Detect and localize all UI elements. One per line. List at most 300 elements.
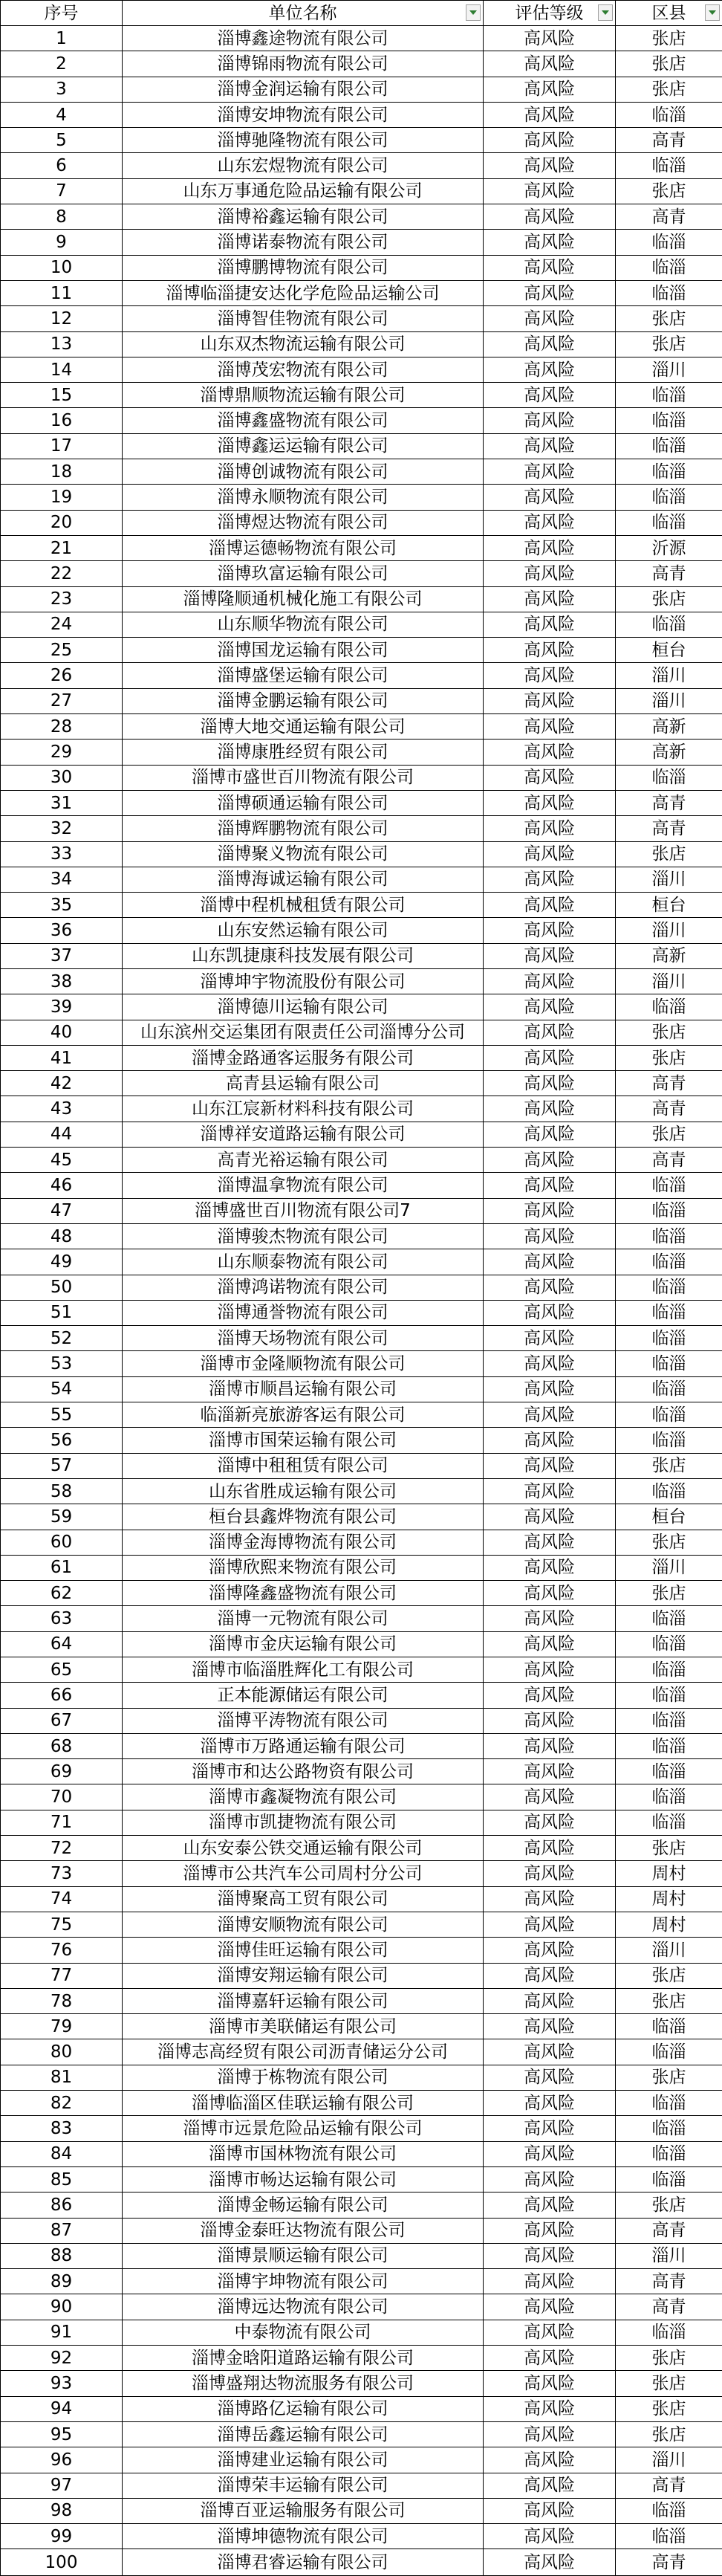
cell-no[interactable]: 5 <box>1 128 123 153</box>
cell-name[interactable]: 淄博隆鑫盛物流有限公司 <box>123 1581 484 1606</box>
cell-district[interactable]: 临淄 <box>616 102 722 127</box>
cell-grade[interactable]: 高风险 <box>484 893 616 918</box>
cell-district[interactable]: 临淄 <box>616 1173 722 1198</box>
cell-district[interactable]: 临淄 <box>616 1657 722 1683</box>
cell-district[interactable]: 临淄 <box>616 1478 722 1504</box>
cell-district[interactable]: 淄川 <box>616 357 722 382</box>
cell-district[interactable]: 淄川 <box>616 968 722 994</box>
cell-no[interactable]: 86 <box>1 2192 123 2218</box>
cell-grade[interactable]: 高风险 <box>484 1249 616 1275</box>
cell-grade[interactable]: 高风险 <box>484 2166 616 2192</box>
cell-no[interactable]: 78 <box>1 1988 123 2013</box>
cell-district[interactable]: 临淄 <box>616 2166 722 2192</box>
cell-grade[interactable]: 高风险 <box>484 841 616 867</box>
cell-grade[interactable]: 高风险 <box>484 1912 616 1937</box>
cell-no[interactable]: 11 <box>1 280 123 305</box>
cell-district[interactable]: 淄川 <box>616 918 722 943</box>
cell-grade[interactable]: 高风险 <box>484 26 616 51</box>
cell-no[interactable]: 68 <box>1 1733 123 1758</box>
cell-no[interactable]: 35 <box>1 893 123 918</box>
cell-grade[interactable]: 高风险 <box>484 1351 616 1376</box>
cell-name[interactable]: 淄博市金隆顺物流有限公司 <box>123 1351 484 1376</box>
cell-no[interactable]: 75 <box>1 1912 123 1937</box>
cell-district[interactable]: 张店 <box>616 51 722 77</box>
cell-grade[interactable]: 高风险 <box>484 2498 616 2523</box>
cell-name[interactable]: 淄博康胜经贸有限公司 <box>123 740 484 765</box>
cell-no[interactable]: 28 <box>1 714 123 740</box>
cell-no[interactable]: 47 <box>1 1198 123 1223</box>
cell-district[interactable]: 张店 <box>616 1530 722 1555</box>
cell-name[interactable]: 山东凯捷康科技发展有限公司 <box>123 943 484 968</box>
cell-name[interactable]: 桓台县鑫烨物流有限公司 <box>123 1504 484 1530</box>
cell-district[interactable]: 高青 <box>616 128 722 153</box>
cell-no[interactable]: 91 <box>1 2320 123 2345</box>
cell-name[interactable]: 淄博鑫运运输有限公司 <box>123 433 484 459</box>
cell-district[interactable]: 淄川 <box>616 867 722 892</box>
cell-name[interactable]: 淄博市美联储运有限公司 <box>123 2014 484 2039</box>
cell-grade[interactable]: 高风险 <box>484 306 616 331</box>
cell-district[interactable]: 淄川 <box>616 1555 722 1580</box>
cell-name[interactable]: 淄博硕通运输有限公司 <box>123 790 484 815</box>
cell-no[interactable]: 50 <box>1 1275 123 1300</box>
cell-grade[interactable]: 高风险 <box>484 2192 616 2218</box>
cell-grade[interactable]: 高风险 <box>484 1275 616 1300</box>
cell-grade[interactable]: 高风险 <box>484 1020 616 1045</box>
cell-grade[interactable]: 高风险 <box>484 51 616 77</box>
cell-grade[interactable]: 高风险 <box>484 2396 616 2421</box>
cell-grade[interactable]: 高风险 <box>484 1810 616 1835</box>
cell-district[interactable]: 临淄 <box>616 1376 722 1402</box>
cell-name[interactable]: 中泰物流有限公司 <box>123 2320 484 2345</box>
cell-district[interactable]: 桓台 <box>616 638 722 663</box>
cell-grade[interactable]: 高风险 <box>484 561 616 586</box>
cell-grade[interactable]: 高风险 <box>484 510 616 535</box>
cell-grade[interactable]: 高风险 <box>484 2269 616 2294</box>
cell-district[interactable]: 淄川 <box>616 1938 722 1963</box>
cell-no[interactable]: 52 <box>1 1326 123 1351</box>
cell-grade[interactable]: 高风险 <box>484 790 616 815</box>
cell-grade[interactable]: 高风险 <box>484 2320 616 2345</box>
cell-name[interactable]: 淄博辉鹏物流有限公司 <box>123 816 484 841</box>
cell-name[interactable]: 淄博金润运输有限公司 <box>123 77 484 102</box>
cell-name[interactable]: 淄博锦雨物流有限公司 <box>123 51 484 77</box>
cell-district[interactable]: 张店 <box>616 1045 722 1070</box>
cell-district[interactable]: 张店 <box>616 77 722 102</box>
cell-name[interactable]: 淄博通誉物流有限公司 <box>123 1300 484 1325</box>
cell-grade[interactable]: 高风险 <box>484 1555 616 1580</box>
cell-name[interactable]: 淄博市金庆运输有限公司 <box>123 1631 484 1657</box>
cell-name[interactable]: 淄博祥安道路运输有限公司 <box>123 1122 484 1147</box>
cell-grade[interactable]: 高风险 <box>484 2116 616 2141</box>
cell-name[interactable]: 淄博市畅达运输有限公司 <box>123 2166 484 2192</box>
cell-grade[interactable]: 高风险 <box>484 535 616 560</box>
cell-no[interactable]: 16 <box>1 408 123 433</box>
cell-name[interactable]: 淄博鸿诺物流有限公司 <box>123 1275 484 1300</box>
cell-no[interactable]: 20 <box>1 510 123 535</box>
cell-name[interactable]: 淄博欣熙来物流有限公司 <box>123 1555 484 1580</box>
cell-district[interactable]: 临淄 <box>616 1326 722 1351</box>
cell-grade[interactable]: 高风险 <box>484 2294 616 2320</box>
cell-district[interactable]: 临淄 <box>616 1198 722 1223</box>
cell-name[interactable]: 淄博盛翔达物流服务有限公司 <box>123 2371 484 2396</box>
cell-no[interactable]: 57 <box>1 1453 123 1478</box>
cell-district[interactable]: 高青 <box>616 1148 722 1173</box>
cell-no[interactable]: 67 <box>1 1708 123 1733</box>
cell-district[interactable]: 临淄 <box>616 153 722 178</box>
cell-no[interactable]: 59 <box>1 1504 123 1530</box>
cell-no[interactable]: 69 <box>1 1759 123 1784</box>
cell-grade[interactable]: 高风险 <box>484 1300 616 1325</box>
cell-district[interactable]: 临淄 <box>616 2116 722 2141</box>
cell-no[interactable]: 48 <box>1 1223 123 1249</box>
cell-grade[interactable]: 高风险 <box>484 1988 616 2013</box>
cell-name[interactable]: 淄博创诚物流有限公司 <box>123 459 484 485</box>
cell-district[interactable]: 临淄 <box>616 1402 722 1428</box>
cell-grade[interactable]: 高风险 <box>484 994 616 1020</box>
cell-name[interactable]: 山东安然运输有限公司 <box>123 918 484 943</box>
cell-district[interactable]: 周村 <box>616 1861 722 1886</box>
cell-no[interactable]: 6 <box>1 153 123 178</box>
cell-grade[interactable]: 高风险 <box>484 1148 616 1173</box>
cell-name[interactable]: 淄博诺泰物流有限公司 <box>123 230 484 255</box>
cell-no[interactable]: 61 <box>1 1555 123 1580</box>
cell-name[interactable]: 淄博聚义物流有限公司 <box>123 841 484 867</box>
cell-district[interactable]: 临淄 <box>616 230 722 255</box>
cell-grade[interactable]: 高风险 <box>484 1122 616 1147</box>
filter-dropdown-icon[interactable] <box>466 4 481 21</box>
cell-no[interactable]: 66 <box>1 1683 123 1708</box>
cell-name[interactable]: 淄博市远景危险品运输有限公司 <box>123 2116 484 2141</box>
cell-name[interactable]: 淄博市临淄胜辉化工有限公司 <box>123 1657 484 1683</box>
cell-no[interactable]: 2 <box>1 51 123 77</box>
cell-grade[interactable]: 高风险 <box>484 1530 616 1555</box>
cell-grade[interactable]: 高风险 <box>484 1096 616 1122</box>
cell-no[interactable]: 94 <box>1 2396 123 2421</box>
cell-no[interactable]: 8 <box>1 204 123 230</box>
cell-grade[interactable]: 高风险 <box>484 2549 616 2576</box>
cell-district[interactable]: 临淄 <box>616 2141 722 2166</box>
cell-name[interactable]: 淄博德川运输有限公司 <box>123 994 484 1020</box>
cell-no[interactable]: 84 <box>1 2141 123 2166</box>
cell-grade[interactable]: 高风险 <box>484 2065 616 2090</box>
cell-district[interactable]: 张店 <box>616 586 722 612</box>
cell-grade[interactable]: 高风险 <box>484 943 616 968</box>
cell-name[interactable]: 淄博玖富运输有限公司 <box>123 561 484 586</box>
cell-district[interactable]: 高青 <box>616 790 722 815</box>
cell-district[interactable]: 张店 <box>616 306 722 331</box>
cell-name[interactable]: 淄博安坤物流有限公司 <box>123 102 484 127</box>
cell-district[interactable]: 临淄 <box>616 1275 722 1300</box>
cell-name[interactable]: 淄博宇坤物流有限公司 <box>123 2269 484 2294</box>
cell-grade[interactable]: 高风险 <box>484 1606 616 1631</box>
cell-grade[interactable]: 高风险 <box>484 612 616 637</box>
cell-name[interactable]: 淄博隆顺通机械化施工有限公司 <box>123 586 484 612</box>
cell-name[interactable]: 淄博景顺运输有限公司 <box>123 2243 484 2268</box>
cell-name[interactable]: 淄博智佳物流有限公司 <box>123 306 484 331</box>
cell-district[interactable]: 高青 <box>616 2269 722 2294</box>
cell-no[interactable]: 46 <box>1 1173 123 1198</box>
cell-no[interactable]: 14 <box>1 357 123 382</box>
cell-no[interactable]: 83 <box>1 2116 123 2141</box>
cell-no[interactable]: 60 <box>1 1530 123 1555</box>
cell-name[interactable]: 临淄新亮旅游客运有限公司 <box>123 1402 484 1428</box>
cell-no[interactable]: 62 <box>1 1581 123 1606</box>
cell-no[interactable]: 71 <box>1 1810 123 1835</box>
cell-district[interactable]: 临淄 <box>616 2039 722 2065</box>
cell-district[interactable]: 临淄 <box>616 765 722 790</box>
cell-name[interactable]: 淄博君睿运输有限公司 <box>123 2549 484 2576</box>
cell-grade[interactable]: 高风险 <box>484 638 616 663</box>
cell-district[interactable]: 临淄 <box>616 2498 722 2523</box>
cell-name[interactable]: 山东顺泰物流有限公司 <box>123 1249 484 1275</box>
cell-name[interactable]: 淄博金泰旺达物流有限公司 <box>123 2218 484 2243</box>
cell-no[interactable]: 100 <box>1 2549 123 2576</box>
cell-grade[interactable]: 高风险 <box>484 1453 616 1478</box>
cell-no[interactable]: 22 <box>1 561 123 586</box>
cell-grade[interactable]: 高风险 <box>484 459 616 485</box>
cell-grade[interactable]: 高风险 <box>484 153 616 178</box>
cell-district[interactable]: 淄川 <box>616 663 722 688</box>
cell-grade[interactable]: 高风险 <box>484 331 616 357</box>
cell-no[interactable]: 51 <box>1 1300 123 1325</box>
cell-district[interactable]: 淄川 <box>616 2447 722 2473</box>
cell-district[interactable]: 高青 <box>616 2549 722 2576</box>
cell-district[interactable]: 张店 <box>616 841 722 867</box>
cell-name[interactable]: 山东安泰公铁交通运输有限公司 <box>123 1836 484 1861</box>
cell-no[interactable]: 33 <box>1 841 123 867</box>
cell-district[interactable]: 临淄 <box>616 994 722 1020</box>
cell-name[interactable]: 山东滨州交运集团有限责任公司淄博分公司 <box>123 1020 484 1045</box>
cell-grade[interactable]: 高风险 <box>484 1938 616 1963</box>
cell-grade[interactable]: 高风险 <box>484 867 616 892</box>
cell-district[interactable]: 临淄 <box>616 1249 722 1275</box>
cell-name[interactable]: 山东顺华物流有限公司 <box>123 612 484 637</box>
cell-name[interactable]: 淄博大地交通运输有限公司 <box>123 714 484 740</box>
cell-grade[interactable]: 高风险 <box>484 408 616 433</box>
cell-grade[interactable]: 高风险 <box>484 1861 616 1886</box>
cell-district[interactable]: 临淄 <box>616 1631 722 1657</box>
cell-no[interactable]: 70 <box>1 1784 123 1810</box>
cell-name[interactable]: 淄博金畅运输有限公司 <box>123 2192 484 2218</box>
cell-no[interactable]: 25 <box>1 638 123 663</box>
cell-name[interactable]: 淄博荣丰运输有限公司 <box>123 2473 484 2498</box>
cell-no[interactable]: 9 <box>1 230 123 255</box>
cell-grade[interactable]: 高风险 <box>484 816 616 841</box>
cell-district[interactable]: 张店 <box>616 1836 722 1861</box>
cell-name[interactable]: 淄博市盛世百川物流有限公司 <box>123 765 484 790</box>
cell-name[interactable]: 淄博海诚运输有限公司 <box>123 867 484 892</box>
cell-name[interactable]: 淄博鼎顺物流运输有限公司 <box>123 383 484 408</box>
cell-name[interactable]: 淄博市国荣运输有限公司 <box>123 1428 484 1453</box>
cell-no[interactable]: 81 <box>1 2065 123 2090</box>
cell-name[interactable]: 淄博嘉轩运输有限公司 <box>123 1988 484 2013</box>
cell-district[interactable]: 临淄 <box>616 1810 722 1835</box>
cell-no[interactable]: 19 <box>1 485 123 510</box>
cell-no[interactable]: 30 <box>1 765 123 790</box>
cell-name[interactable]: 淄博聚高工贸有限公司 <box>123 1886 484 1912</box>
cell-grade[interactable]: 高风险 <box>484 255 616 280</box>
cell-name[interactable]: 淄博临淄区佳联运输有限公司 <box>123 2091 484 2116</box>
cell-district[interactable]: 临淄 <box>616 612 722 637</box>
cell-no[interactable]: 54 <box>1 1376 123 1402</box>
cell-grade[interactable]: 高风险 <box>484 1428 616 1453</box>
cell-district[interactable]: 桓台 <box>616 893 722 918</box>
cell-no[interactable]: 12 <box>1 306 123 331</box>
cell-district[interactable]: 临淄 <box>616 1223 722 1249</box>
cell-name[interactable]: 淄博中程机械租赁有限公司 <box>123 893 484 918</box>
cell-no[interactable]: 63 <box>1 1606 123 1631</box>
cell-name[interactable]: 淄博鹏博物流有限公司 <box>123 255 484 280</box>
cell-grade[interactable]: 高风险 <box>484 1759 616 1784</box>
cell-name[interactable]: 淄博佳旺运输有限公司 <box>123 1938 484 1963</box>
cell-name[interactable]: 淄博市万路通运输有限公司 <box>123 1733 484 1758</box>
cell-district[interactable]: 临淄 <box>616 408 722 433</box>
cell-grade[interactable]: 高风险 <box>484 740 616 765</box>
cell-grade[interactable]: 高风险 <box>484 1581 616 1606</box>
cell-no[interactable]: 98 <box>1 2498 123 2523</box>
cell-name[interactable]: 淄博茂宏物流有限公司 <box>123 357 484 382</box>
cell-district[interactable]: 高青 <box>616 204 722 230</box>
cell-no[interactable]: 88 <box>1 2243 123 2268</box>
cell-no[interactable]: 77 <box>1 1963 123 1988</box>
cell-grade[interactable]: 高风险 <box>484 1326 616 1351</box>
cell-name[interactable]: 淄博坤宇物流股份有限公司 <box>123 968 484 994</box>
cell-district[interactable]: 高青 <box>616 1071 722 1096</box>
cell-district[interactable]: 张店 <box>616 2371 722 2396</box>
cell-grade[interactable]: 高风险 <box>484 1886 616 1912</box>
cell-name[interactable]: 淄博驰隆物流有限公司 <box>123 128 484 153</box>
cell-no[interactable]: 76 <box>1 1938 123 1963</box>
cell-grade[interactable]: 高风险 <box>484 714 616 740</box>
cell-no[interactable]: 10 <box>1 255 123 280</box>
cell-name[interactable]: 淄博市鑫凝物流有限公司 <box>123 1784 484 1810</box>
cell-no[interactable]: 79 <box>1 2014 123 2039</box>
cell-no[interactable]: 72 <box>1 1836 123 1861</box>
cell-district[interactable]: 张店 <box>616 1963 722 1988</box>
cell-district[interactable]: 张店 <box>616 2192 722 2218</box>
cell-grade[interactable]: 高风险 <box>484 2039 616 2065</box>
cell-district[interactable]: 临淄 <box>616 433 722 459</box>
cell-no[interactable]: 3 <box>1 77 123 102</box>
cell-grade[interactable]: 高风险 <box>484 1657 616 1683</box>
cell-no[interactable]: 97 <box>1 2473 123 2498</box>
cell-no[interactable]: 82 <box>1 2091 123 2116</box>
cell-no[interactable]: 95 <box>1 2421 123 2447</box>
cell-name[interactable]: 淄博市顺昌运输有限公司 <box>123 1376 484 1402</box>
cell-district[interactable]: 临淄 <box>616 459 722 485</box>
cell-name[interactable]: 淄博建业运输有限公司 <box>123 2447 484 2473</box>
cell-no[interactable]: 7 <box>1 178 123 204</box>
cell-grade[interactable]: 高风险 <box>484 204 616 230</box>
cell-grade[interactable]: 高风险 <box>484 2447 616 2473</box>
cell-name[interactable]: 正本能源储运有限公司 <box>123 1683 484 1708</box>
cell-name[interactable]: 淄博市凯捷物流有限公司 <box>123 1810 484 1835</box>
cell-name[interactable]: 淄博国龙运输有限公司 <box>123 638 484 663</box>
cell-grade[interactable]: 高风险 <box>484 663 616 688</box>
cell-grade[interactable]: 高风险 <box>484 1173 616 1198</box>
cell-no[interactable]: 74 <box>1 1886 123 1912</box>
cell-grade[interactable]: 高风险 <box>484 1045 616 1070</box>
cell-name[interactable]: 淄博安翔运输有限公司 <box>123 1963 484 1988</box>
cell-district[interactable]: 张店 <box>616 1020 722 1045</box>
cell-district[interactable]: 临淄 <box>616 1683 722 1708</box>
cell-grade[interactable]: 高风险 <box>484 1784 616 1810</box>
cell-name[interactable]: 山东宏煜物流有限公司 <box>123 153 484 178</box>
cell-name[interactable]: 淄博临淄捷安达化学危险品运输公司 <box>123 280 484 305</box>
cell-no[interactable]: 92 <box>1 2346 123 2371</box>
cell-no[interactable]: 44 <box>1 1122 123 1147</box>
cell-district[interactable]: 张店 <box>616 2065 722 2090</box>
cell-no[interactable]: 17 <box>1 433 123 459</box>
cell-grade[interactable]: 高风险 <box>484 2091 616 2116</box>
cell-district[interactable]: 临淄 <box>616 1759 722 1784</box>
cell-grade[interactable]: 高风险 <box>484 102 616 127</box>
cell-district[interactable]: 临淄 <box>616 510 722 535</box>
cell-no[interactable]: 56 <box>1 1428 123 1453</box>
cell-no[interactable]: 93 <box>1 2371 123 2396</box>
cell-district[interactable]: 高新 <box>616 740 722 765</box>
cell-district[interactable]: 临淄 <box>616 1300 722 1325</box>
cell-district[interactable]: 张店 <box>616 1988 722 2013</box>
cell-no[interactable]: 58 <box>1 1478 123 1504</box>
cell-grade[interactable]: 高风险 <box>484 2421 616 2447</box>
cell-grade[interactable]: 高风险 <box>484 2141 616 2166</box>
cell-name[interactable]: 淄博裕鑫运输有限公司 <box>123 204 484 230</box>
cell-district[interactable]: 高青 <box>616 2294 722 2320</box>
cell-name[interactable]: 淄博盛世百川物流有限公司7 <box>123 1198 484 1223</box>
cell-district[interactable]: 张店 <box>616 26 722 51</box>
cell-no[interactable]: 99 <box>1 2524 123 2549</box>
cell-grade[interactable]: 高风险 <box>484 918 616 943</box>
cell-grade[interactable]: 高风险 <box>484 357 616 382</box>
cell-district[interactable]: 临淄 <box>616 485 722 510</box>
cell-district[interactable]: 临淄 <box>616 2320 722 2345</box>
cell-no[interactable]: 31 <box>1 790 123 815</box>
cell-name[interactable]: 淄博中租租赁有限公司 <box>123 1453 484 1478</box>
cell-grade[interactable]: 高风险 <box>484 1504 616 1530</box>
cell-name[interactable]: 淄博金晗阳道路运输有限公司 <box>123 2346 484 2371</box>
cell-district[interactable]: 高青 <box>616 561 722 586</box>
cell-no[interactable]: 26 <box>1 663 123 688</box>
cell-district[interactable]: 张店 <box>616 1581 722 1606</box>
cell-district[interactable]: 临淄 <box>616 1606 722 1631</box>
cell-no[interactable]: 38 <box>1 968 123 994</box>
cell-grade[interactable]: 高风险 <box>484 1402 616 1428</box>
cell-district[interactable]: 高青 <box>616 1096 722 1122</box>
cell-name[interactable]: 淄博安顺物流有限公司 <box>123 1912 484 1937</box>
cell-no[interactable]: 13 <box>1 331 123 357</box>
cell-district[interactable]: 沂源 <box>616 535 722 560</box>
cell-name[interactable]: 山东省胜成运输有限公司 <box>123 1478 484 1504</box>
cell-no[interactable]: 45 <box>1 1148 123 1173</box>
cell-district[interactable]: 临淄 <box>616 383 722 408</box>
cell-grade[interactable]: 高风险 <box>484 1963 616 1988</box>
cell-grade[interactable]: 高风险 <box>484 1071 616 1096</box>
cell-district[interactable]: 张店 <box>616 2421 722 2447</box>
cell-district[interactable]: 张店 <box>616 1453 722 1478</box>
cell-grade[interactable]: 高风险 <box>484 1223 616 1249</box>
cell-no[interactable]: 36 <box>1 918 123 943</box>
cell-no[interactable]: 15 <box>1 383 123 408</box>
cell-grade[interactable]: 高风险 <box>484 178 616 204</box>
cell-no[interactable]: 21 <box>1 535 123 560</box>
cell-name[interactable]: 高青光裕运输有限公司 <box>123 1148 484 1173</box>
cell-district[interactable]: 张店 <box>616 2396 722 2421</box>
cell-district[interactable]: 高新 <box>616 714 722 740</box>
cell-grade[interactable]: 高风险 <box>484 1836 616 1861</box>
cell-name[interactable]: 淄博金路通客运服务有限公司 <box>123 1045 484 1070</box>
cell-district[interactable]: 临淄 <box>616 1708 722 1733</box>
